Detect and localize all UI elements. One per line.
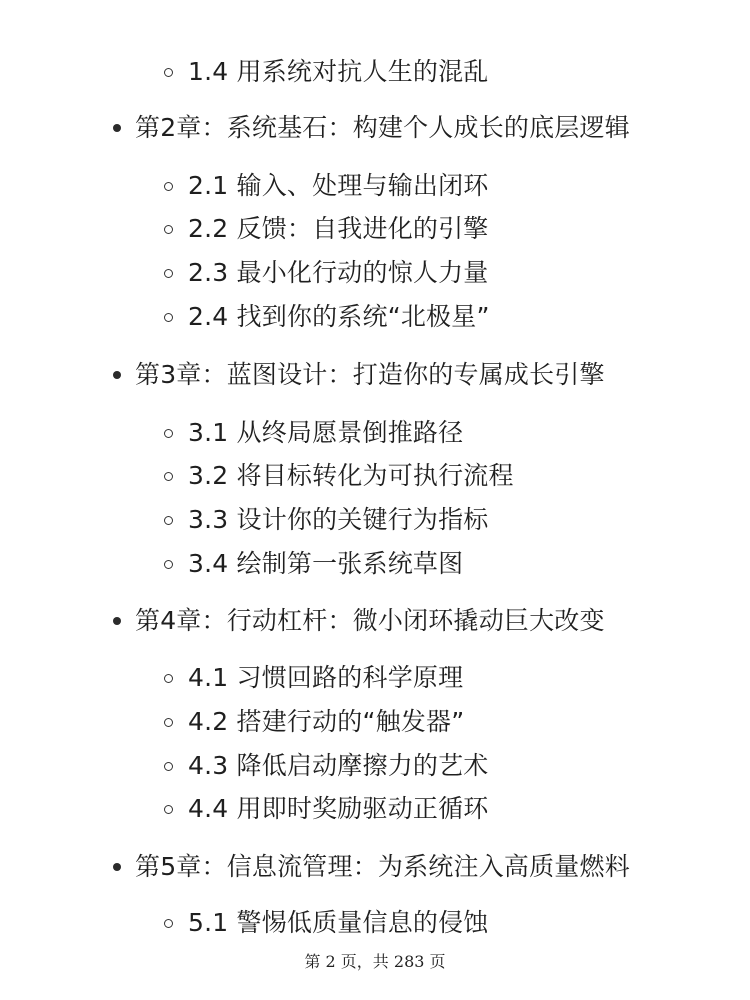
hollow-bullet-icon xyxy=(164,805,173,814)
toc-item-label: 3.4 绘制第一张系统草图 xyxy=(188,549,464,578)
page-indicator: 第 2 页，共 283 页 xyxy=(304,952,446,971)
toc-item-section xyxy=(188,300,490,334)
hollow-bullet-icon xyxy=(164,182,173,191)
toc-item-label: 3.3 设计你的关键行为指标 xyxy=(188,505,489,534)
toc-item-chapter xyxy=(135,850,630,884)
hollow-bullet-icon xyxy=(164,516,173,525)
toc-item-label: 4.3 降低启动摩擦力的艺术 xyxy=(188,751,489,780)
toc-item-label: 2.3 最小化行动的惊人力量 xyxy=(188,258,489,287)
hollow-bullet-icon xyxy=(164,313,173,322)
toc-item-section xyxy=(188,169,489,203)
hollow-bullet-icon xyxy=(164,560,173,569)
toc-item-label: 第3章：蓝图设计：打造你的专属成长引擎 xyxy=(135,360,605,389)
toc-item-chapter xyxy=(135,111,630,145)
filled-bullet-icon xyxy=(113,371,121,379)
filled-bullet-icon xyxy=(113,863,121,871)
toc-item-label: 3.2 将目标转化为可执行流程 xyxy=(188,461,514,490)
hollow-bullet-icon xyxy=(164,762,173,771)
toc-item-section xyxy=(188,503,489,537)
toc-item-chapter xyxy=(135,604,605,638)
toc-item-label: 4.1 习惯回路的科学原理 xyxy=(188,663,464,692)
hollow-bullet-icon xyxy=(164,919,173,928)
toc-item-section xyxy=(188,547,463,581)
toc-item-label: 第5章：信息流管理：为系统注入高质量燃料 xyxy=(135,852,630,881)
hollow-bullet-icon xyxy=(164,68,173,77)
toc-item-section xyxy=(188,256,489,290)
hollow-bullet-icon xyxy=(164,225,173,234)
toc-item-section xyxy=(188,705,464,739)
hollow-bullet-icon xyxy=(164,269,173,278)
toc-item-chapter xyxy=(135,358,605,392)
toc-item-label: 4.2 搭建行动的“触发器” xyxy=(188,707,465,736)
filled-bullet-icon xyxy=(113,617,121,625)
toc-item-section xyxy=(188,416,463,450)
toc-item-label: 4.4 用即时奖励驱动正循环 xyxy=(188,794,489,823)
toc-item-label: 3.1 从终局愿景倒推路径 xyxy=(188,418,464,447)
toc-item-label: 2.2 反馈：自我进化的引擎 xyxy=(188,214,489,243)
hollow-bullet-icon xyxy=(164,429,173,438)
toc-item-section xyxy=(188,792,489,826)
hollow-bullet-icon xyxy=(164,718,173,727)
hollow-bullet-icon xyxy=(164,674,173,683)
toc-item-label: 1.4 用系统对抗人生的混乱 xyxy=(188,57,489,86)
toc-item-section xyxy=(188,459,514,493)
toc-item-label: 第4章：行动杠杆：微小闭环撬动巨大改变 xyxy=(135,606,605,635)
toc-item-section xyxy=(188,749,489,783)
toc-item-section xyxy=(188,661,463,695)
filled-bullet-icon xyxy=(113,124,121,132)
toc-item-section xyxy=(188,906,489,940)
toc-item-label: 5.1 警惕低质量信息的侵蚀 xyxy=(188,908,489,937)
toc-item-section xyxy=(188,212,489,246)
toc-item-label: 2.1 输入、处理与输出闭环 xyxy=(188,171,489,200)
toc-item-label: 第2章：系统基石：构建个人成长的底层逻辑 xyxy=(135,113,630,142)
toc-item-label: 2.4 找到你的系统“北极星” xyxy=(188,302,490,331)
hollow-bullet-icon xyxy=(164,472,173,481)
toc-item-section xyxy=(188,55,489,89)
